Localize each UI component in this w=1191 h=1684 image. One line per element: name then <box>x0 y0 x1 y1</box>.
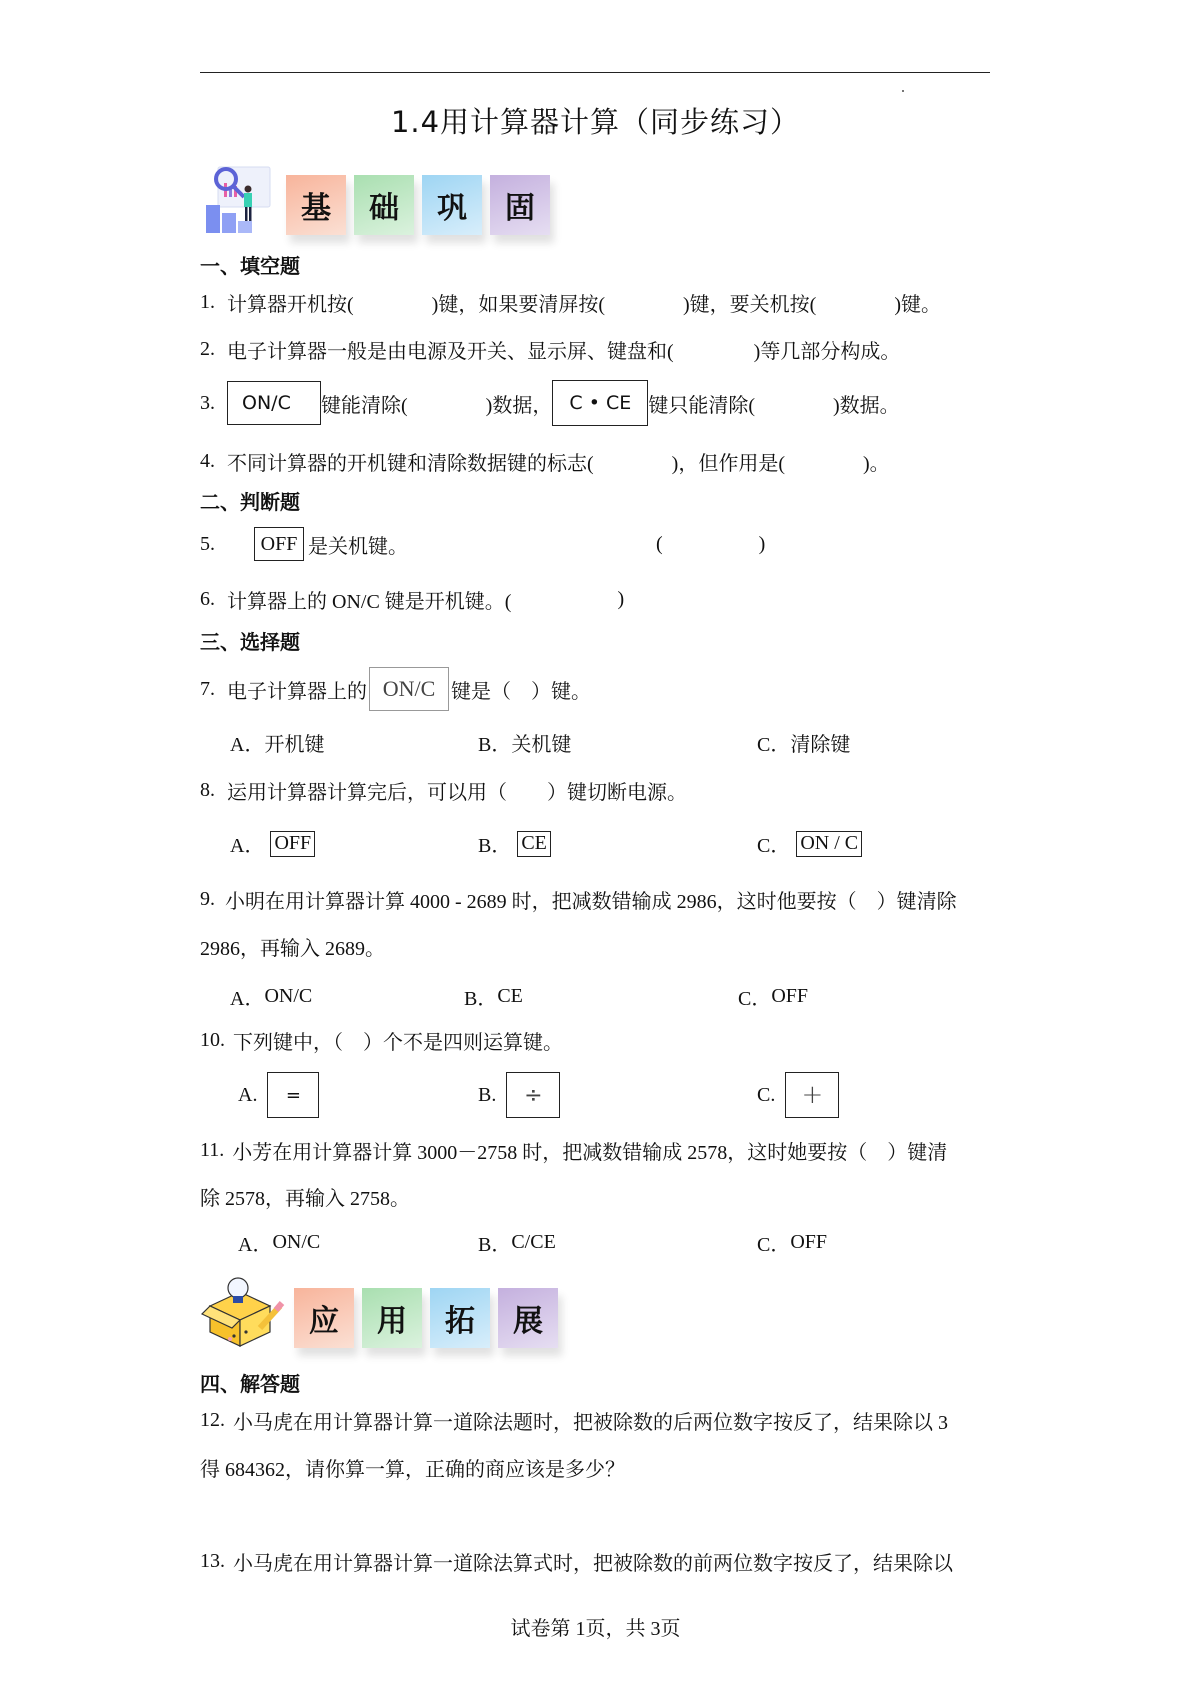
option-text: 关机键 <box>511 734 572 756</box>
option-label: C． <box>757 835 791 857</box>
option-a[interactable] <box>238 1072 319 1118</box>
question-text: )等几部分构成。 <box>753 341 901 363</box>
option-label: B. <box>478 1083 497 1106</box>
question-11-line-1 <box>200 1136 947 1165</box>
question-text: )数据。 <box>833 394 900 417</box>
option-label: C． <box>757 1234 791 1256</box>
question-12-line-1 <box>200 1406 948 1435</box>
option-label: A． <box>230 734 265 756</box>
banner-tile: 基 <box>286 175 346 235</box>
option-c[interactable] <box>757 728 850 757</box>
option-label: A． <box>230 988 265 1010</box>
question-number: 13. <box>200 1550 225 1572</box>
question-text: )，但作用是( <box>671 453 785 475</box>
banner-tile: 应 <box>294 1288 354 1348</box>
question-text: 键是（ ）键。 <box>451 680 591 703</box>
option-text: 清除键 <box>790 734 851 756</box>
section-heading-word-problems: 四、解答题 <box>200 1372 300 1396</box>
question-text: 键只能清除( <box>648 394 756 417</box>
question-text: 下列键中，（ ）个不是四则运算键。 <box>233 1032 563 1054</box>
option-label: A． <box>230 835 265 857</box>
section-heading-multiple-choice: 三、选择题 <box>200 630 300 654</box>
question-6 <box>200 585 624 614</box>
question-number: 11. <box>200 1139 225 1161</box>
question-9-line-1 <box>200 885 957 914</box>
key-on-c: ON/C <box>227 381 321 425</box>
option-label: C． <box>757 734 791 756</box>
question-11-line-2: 除 2578，再输入 2758。 <box>200 1188 410 1210</box>
key-c-ce: C • CE <box>552 380 648 426</box>
question-text: 不同计算器的开机键和清除数据键的标志( <box>227 453 594 475</box>
option-label: A. <box>238 1083 258 1106</box>
question-3 <box>200 380 900 426</box>
question-text: 计算器开机按( <box>227 294 354 316</box>
question-number: 3. <box>200 391 215 414</box>
option-text: 开机键 <box>264 734 325 756</box>
option-label: C. <box>757 1083 776 1106</box>
option-b[interactable] <box>478 728 571 757</box>
option-c[interactable] <box>757 1072 839 1118</box>
section-heading-fill-blank: 一、填空题 <box>200 254 300 278</box>
question-7 <box>200 667 591 711</box>
banner-tile: 用 <box>362 1288 422 1348</box>
option-label: A． <box>238 1234 273 1256</box>
question-number: 10. <box>200 1029 225 1051</box>
banner-application-extension <box>200 1268 566 1348</box>
question-text: 键能清除( <box>321 394 408 417</box>
option-c[interactable] <box>757 829 862 858</box>
option-a[interactable] <box>238 1228 320 1257</box>
option-text: ON/C <box>272 1231 321 1253</box>
question-text: 小芳在用计算器计算 3000－2758 时，把减数错输成 2578，这时她要按（ ）键清 <box>232 1142 948 1164</box>
question-5 <box>200 527 765 561</box>
idea-box-illustration-icon <box>200 1272 288 1348</box>
key-off: OFF <box>254 527 304 561</box>
option-b[interactable] <box>478 1072 560 1118</box>
question-number: 2. <box>200 338 215 360</box>
question-text: ) <box>617 588 625 610</box>
question-number: 6. <box>200 588 215 610</box>
banner-tile: 巩 <box>422 175 482 235</box>
option-label: B． <box>478 734 512 756</box>
option-b[interactable] <box>478 829 551 858</box>
option-text: ON/C <box>264 985 313 1007</box>
question-text: 小明在用计算器计算 4000 - 2689 时，把减数错输成 2986，这时他要按（ ）键清除 <box>225 891 957 913</box>
banner-basic-consolidation <box>200 155 558 235</box>
option-a[interactable] <box>230 982 312 1011</box>
paren-close: ) <box>758 532 766 555</box>
question-text: )数据， <box>485 394 553 417</box>
question-number: 1. <box>200 291 215 313</box>
question-number: 8. <box>200 779 215 801</box>
key-equals: = <box>267 1072 319 1118</box>
option-a[interactable] <box>230 728 324 757</box>
key-on-c: ON/C <box>369 667 449 711</box>
question-number: 4. <box>200 450 215 472</box>
option-a[interactable] <box>230 829 315 858</box>
stray-dot <box>902 90 904 92</box>
option-b[interactable] <box>464 982 523 1011</box>
option-c[interactable] <box>738 982 808 1011</box>
key-off: OFF <box>270 831 315 857</box>
question-text: 小马虎在用计算器计算一道除法题时，把被除数的后两位数字按反了，结果除以 3 <box>233 1412 948 1434</box>
banner-tile: 展 <box>498 1288 558 1348</box>
option-text: OFF <box>771 985 809 1007</box>
option-text: CE <box>497 985 523 1007</box>
page-title: 1.4用计算器计算（同步练习） <box>390 105 801 139</box>
key-plus: + <box>785 1072 839 1118</box>
question-text: )键。 <box>894 294 941 316</box>
question-number: 7. <box>200 677 215 700</box>
paren-open: ( <box>656 532 663 555</box>
question-9-line-2: 2986，再输入 2689。 <box>200 938 385 960</box>
question-text: 运用计算器计算完后，可以用（ ）键切断电源。 <box>227 782 687 804</box>
key-on-c: ON / C <box>796 831 862 857</box>
option-label: B． <box>478 1234 512 1256</box>
question-text: )。 <box>863 453 890 475</box>
page-footer: 试卷第 1页，共 3页 <box>510 1618 681 1640</box>
option-c[interactable] <box>757 1228 827 1257</box>
question-text: 计算器上的 ON/C 键是开机键。( <box>227 591 512 613</box>
option-label: C． <box>738 988 772 1010</box>
key-divide: ÷ <box>506 1072 560 1118</box>
question-1 <box>200 288 941 317</box>
section-heading-true-false: 二、判断题 <box>200 490 300 514</box>
banner-tile: 拓 <box>430 1288 490 1348</box>
option-label: B． <box>478 835 512 857</box>
key-ce: CE <box>517 831 551 857</box>
question-text: 电子计算器上的 <box>227 680 367 703</box>
question-text: )键，要关机按( <box>683 294 817 316</box>
header-rule <box>200 72 990 73</box>
question-13-line-1 <box>200 1547 953 1576</box>
question-text: 小马虎在用计算器计算一道除法算式时，把被除数的前两位数字按反了，结果除以 <box>233 1553 953 1575</box>
magnifier-chart-illustration-icon <box>200 159 280 235</box>
question-8 <box>200 776 687 805</box>
question-10 <box>200 1026 563 1055</box>
question-number: 12. <box>200 1409 225 1431</box>
option-b[interactable] <box>478 1228 556 1257</box>
question-4 <box>200 447 890 476</box>
question-number: 9. <box>200 888 215 910</box>
banner-tile: 固 <box>490 175 550 235</box>
option-text: OFF <box>790 1231 828 1253</box>
question-number: 5. <box>200 532 215 555</box>
banner-tile: 础 <box>354 175 414 235</box>
option-label: B． <box>464 988 498 1010</box>
question-2 <box>200 335 900 364</box>
question-text: )键，如果要清屏按( <box>431 294 605 316</box>
question-12-line-2: 得 684362，请你算一算，正确的商应该是多少？ <box>200 1459 625 1481</box>
question-text: 是关机键。 <box>308 535 408 558</box>
question-text: 电子计算器一般是由电源及开关、显示屏、键盘和( <box>227 341 674 363</box>
option-text: C/CE <box>511 1231 556 1253</box>
